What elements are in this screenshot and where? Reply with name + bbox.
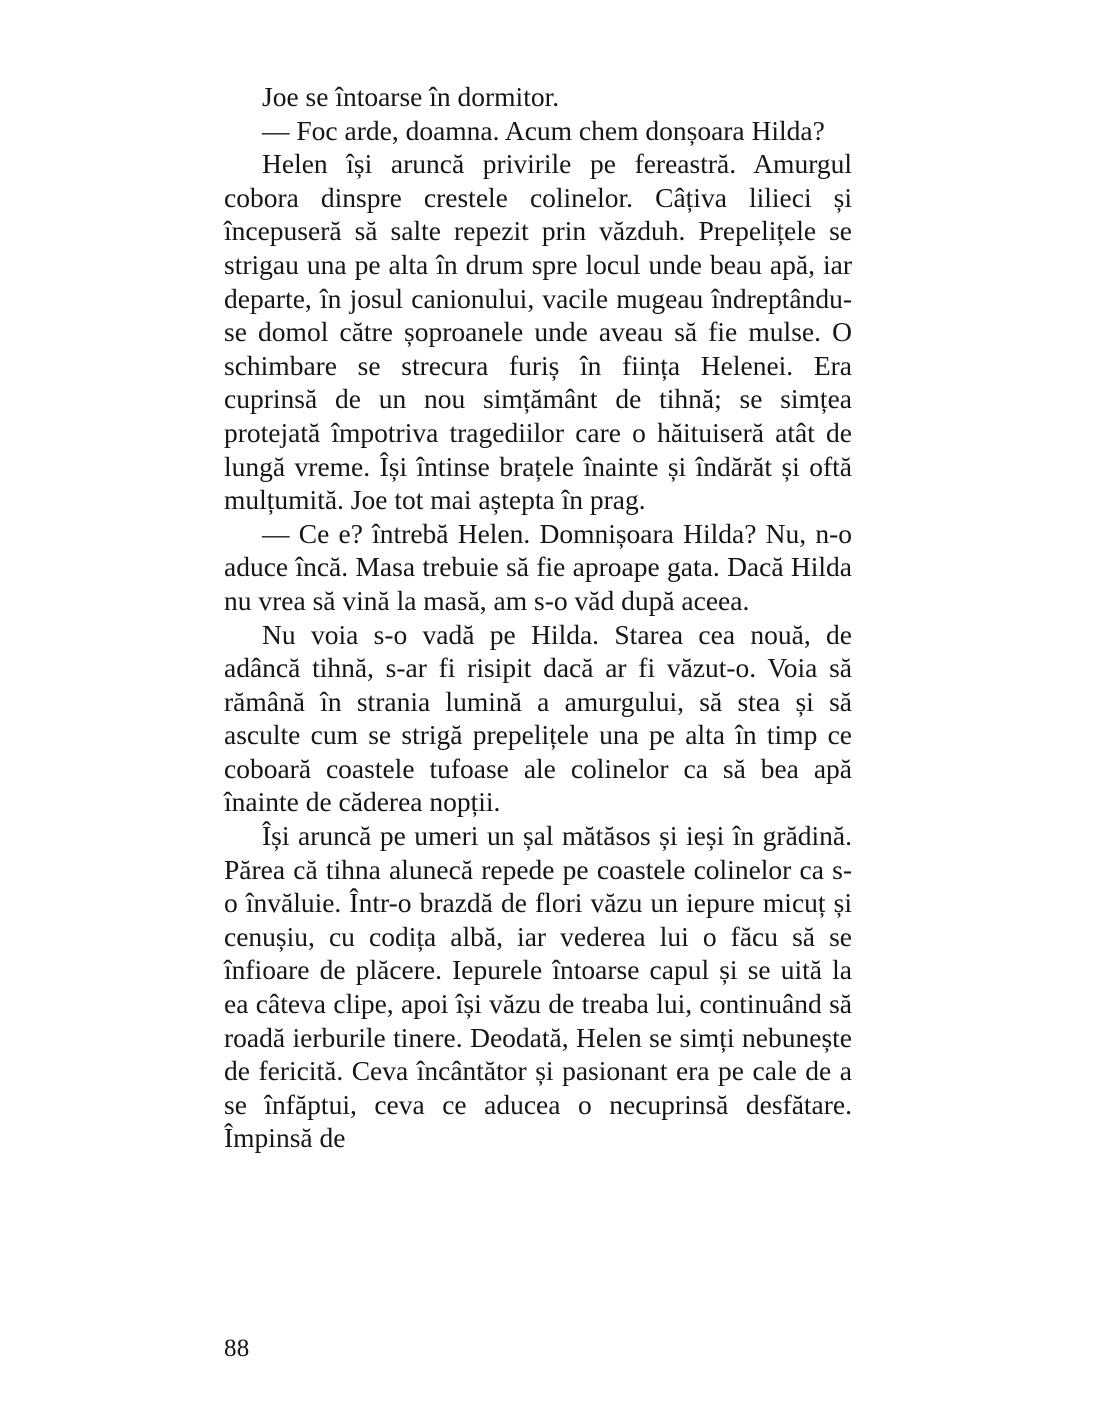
paragraph: — Foc arde, doamna. Acum chem donșoara Hilda? <box>262 114 825 146</box>
paragraph: Își aruncă pe umeri un șal mătăsos și ieși în grădină. Părea că tihna alunecă repede pe coastele colinelor ca s-o învăluie. Într-o brazdă de flori văzu un iepure micuț și cenușiu, cu codița albă, iar vederea lui o făcu să se înfioare de plăcere. Iepurele întoarse capul și se uită la ea câteva clipe, apoi își văzu de treaba lui, continuând să roadă ierburile tinere. Deodată, Helen se simți nebunește de fericită. Ceva încântător și pasionant era pe cale de a se înfăptui, ceva ce aducea o necuprinsă desfătare. Împinsă de <box>224 820 852 1154</box>
paragraph: Nu voia s-o vadă pe Hilda. Starea cea nouă, de adâncă tihnă, s-ar fi risipit dacă ar fi văzut-o. Voia să rămână în strania lumină a amurgului, să stea și să asculte cum se strigă prepelițele una pe alta în timp ce coboară coastele tufoase ale colinelor ca să bea apă înainte de căderea nopții. <box>224 618 852 818</box>
page-number: 88 <box>224 1335 250 1362</box>
paragraph: Joe se întoarse în dormitor. <box>262 81 560 112</box>
paragraph: — Ce e? întrebă Helen. Domnișoara Hilda? Nu, n-o aduce încă. Masa trebuie să fie aproape gata. Dacă Hilda nu vrea să vină la masă, am s-o văd după aceea. <box>224 517 852 616</box>
body-text-column <box>224 80 852 1155</box>
paragraph: Helen își aruncă privirile pe fereastră. Amurgul cobora dinspre crestele colinelor. Câțiva lilieci și începuseră să salte repezit prin văzduh. Prepelițele se strigau una pe alta în drum spre locul unde beau apă, iar departe, în josul canionului, vacile mugeau îndreptându-se domol către șoproanele unde aveau să fie mulse. O schimbare se strecura furiș în ființa Helenei. Era cuprinsă de un nou simțământ de tihnă; se simțea protejată împotriva tragediilor care o hăituiseră atât de lungă vreme. Își întinse brațele înainte și îndărăt și oftă mulțumită. Joe tot mai aștepta în prag. <box>224 148 852 516</box>
